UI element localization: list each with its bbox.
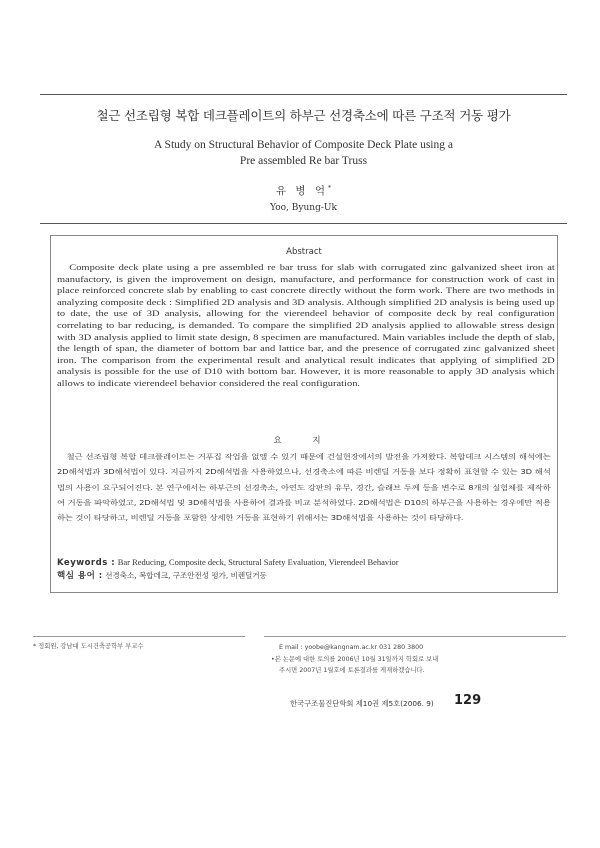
keywords-korean-label: 핵심 용어 : <box>57 571 103 581</box>
author-name-korean: 유 병 억 <box>275 185 329 197</box>
author-korean <box>40 183 567 198</box>
paper-title-english <box>60 137 547 169</box>
author-english: Yoo, Byung-Uk <box>270 203 337 213</box>
discussion-note-line2: 주시면 2007년 1월호에 토론결과를 게재하겠습니다. <box>279 667 425 674</box>
footnote-rule-right <box>264 636 566 637</box>
header-bottom-rule <box>40 223 567 224</box>
top-rule <box>40 94 567 95</box>
keywords-text: Bar Reducing, Composite deck, Structural Safety Evaluation, Vierendeel Behavior <box>117 557 399 567</box>
korean-summary-heading: 요 지 <box>273 436 335 446</box>
page-number: 129 <box>454 693 482 708</box>
author-mark: * <box>328 184 332 192</box>
korean-summary-text: 철근 선조립형 복합 데크플레이트는 거푸집 작업을 없앨 수 있기 때문에 건설현장에서의 발전을 가져왔다. 복합데크 시스템의 해석에는 2D해석법과 3D해석법이 있다. 지금까지 2D해석법을 사용하였으나, 선경축소에 따른 비렌딜 거동을 보다 정확히 표현할 수 있는 3D 해석법의 사용이 요구되어진다. 본 연구에서는 하부근의 선경축소, 아연도 강판의 유무, 경간, 슬래브 두께 등을 변수로 8개의 실험체를 제작하여 거동을 파악하였고, 2D해석법 및 3D해석법을 사용하여 결과를 비교 분석하였다. 2D해석법은 D10의 하부근을 사용하는 경우에만 적용하는 것이 타당하고, 비렌딜 거동을 포함한 상세한 거동을 표현하기 위해서는 3D해석법을 사용하는 것이 타당하다. <box>57 453 551 523</box>
contact-footnote <box>271 642 569 677</box>
footnote-rule-left <box>33 636 245 637</box>
email-line: E mail : yoobe@kangnam.ac.kr 031 280 3800 <box>279 644 424 651</box>
paper-title-english-line2: Pre assembled Re bar Truss <box>239 155 368 167</box>
discussion-note-line1: •본 논문에 대한 토의를 2006년 10월 31일까지 학회로 보내 <box>271 655 439 663</box>
keywords-label: Keywords : <box>57 558 116 568</box>
abstract-heading: Abstract <box>286 247 322 257</box>
paper-title-korean: 철근 선조립형 복합 데크플레이트의 하부근 선경축소에 따른 구조적 거동 평가 <box>96 108 511 123</box>
journal-info: 한국구조물진단학회 제10권 제5호(2006. 9) <box>290 699 434 708</box>
author-affiliation-footnote: * 정회원, 강남대 도시건축공학부 부교수 <box>33 643 144 650</box>
keywords-korean-text: 선경축소, 복합데크, 구조안전성 평가, 비렌딜거동 <box>105 571 267 580</box>
abstract-text: Composite deck plate using a pre assembled re bar truss for slab with corrugated zinc galvanized sheet iron at manufactory, is given the improvement on design, manufacture, and performance for construction work of cast in place reinforced concrete slab by enabling to cast concrete directly without the form work. There are two methods in analyzing composite deck : Simplified 2D analysis and 3D analysis. Although simplified 2D analysis is being used up to date, the use of 3D analysis, allowing for the vierendeel behavior of composite deck by real configuration correlating to bar reducing, is demanded. To compare the simplified 2D analysis applied to allowable stress design with 3D analysis applied to limit state design, 8 specimen are manufactured. Main variables include the depth of slab, the length of span, the diameter of bottom bar and lattice bar, and the presence of corrugated zinc galvanized sheet iron. The comparison from the experimental result and analytical result indicates that applying of simplified 2D analysis is possible for the use of D10 with bottom bar. However, it is more reasonable to apply 3D analysis which allows to indicate vierendeel behavior considered the real configuration. <box>57 262 555 388</box>
keywords-row <box>57 557 551 569</box>
paper-title-english-line1: A Study on Structural Behavior of Composite Deck Plate using a <box>154 139 453 151</box>
keywords-korean-row <box>57 569 551 581</box>
